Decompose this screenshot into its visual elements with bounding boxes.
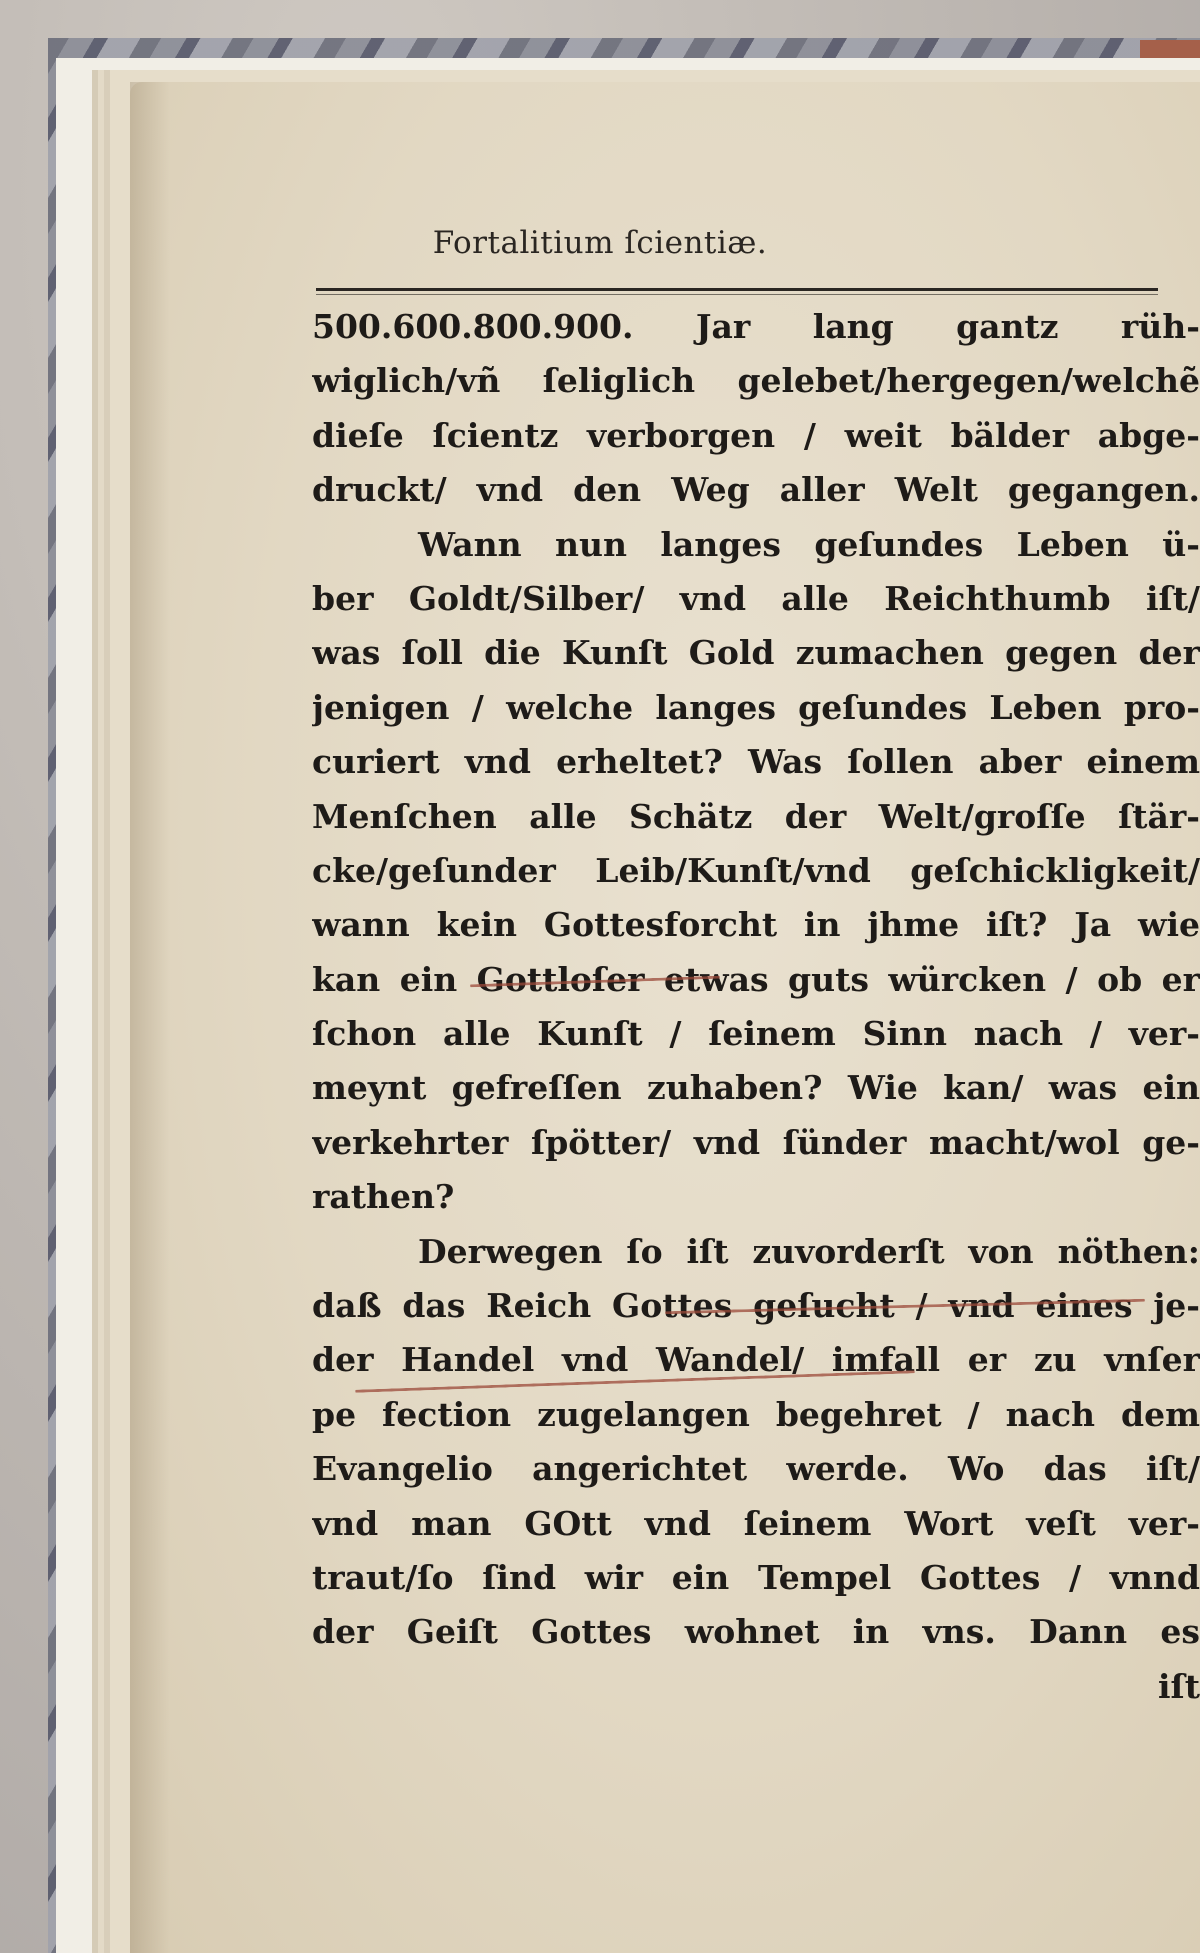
text-line: rathen? bbox=[312, 1177, 455, 1217]
text-line: iſt bbox=[1158, 1666, 1200, 1706]
text-line: vnd man GOtt vnd ſeinem Wort veſt ver- bbox=[312, 1503, 1200, 1543]
text-line: Wann nun langes geſundes Leben ü- bbox=[418, 524, 1200, 564]
text-line: dieſe ſcientz verborgen / weit bälder abge- bbox=[312, 415, 1200, 455]
text-line: der Geiſt Gottes wohnet in vns. Dann es bbox=[312, 1612, 1200, 1652]
text-line: curiert vnd erheltet? Was ſollen aber einem bbox=[312, 742, 1200, 782]
text-line: daß das Reich Gottes geſucht / vnd eines je- bbox=[312, 1286, 1200, 1326]
text-line: Derwegen ſo iſt zuvorderſt von nöthen: bbox=[418, 1231, 1200, 1271]
text-line: wiglich/vñ ſeliglich gelebet/hergegen/welchẽ bbox=[312, 361, 1200, 401]
text-line: cke/geſunder Leib/Kunſt/vnd geſchickligkeit/ bbox=[312, 850, 1200, 890]
text-line: meynt gefreſſen zuhaben? Wie kan/ was ein bbox=[312, 1068, 1200, 1108]
text-line: der Handel vnd Wandel/ imfall er zu vnſer bbox=[312, 1340, 1200, 1380]
text-line: traut/ſo ſind wir ein Tempel Gottes / vnnd bbox=[312, 1557, 1200, 1597]
header-rule bbox=[316, 288, 1158, 291]
text-line: verkehrter ſpötter/ vnd ſünder macht/wol ge- bbox=[312, 1122, 1200, 1162]
text-line: druckt/ vnd den Weg aller Welt gegangen. bbox=[312, 470, 1200, 510]
text-line: 500.600.800.900. Jar lang gantz rüh- bbox=[312, 307, 1200, 346]
text-line: pe fection zugelangen begehret / nach dem bbox=[312, 1394, 1200, 1434]
body-text bbox=[312, 300, 1200, 1900]
text-line: ber Goldt/Silber/ vnd alle Reichthumb iſt/ bbox=[312, 578, 1200, 618]
text-line: Menſchen alle Schätz der Welt/groſſe ſtär- bbox=[312, 796, 1200, 836]
text-line: Evangelio angerichtet werde. Wo das iſt/ bbox=[312, 1449, 1200, 1489]
running-head: Fortalitium ſcientiæ. bbox=[432, 225, 768, 261]
text-line: ſchon alle Kunſt / ſeinem Sinn nach / ver- bbox=[312, 1014, 1200, 1054]
text-line: kan ein Gottloſer etwas guts würcken / ob er bbox=[312, 959, 1200, 999]
text-line: wann kein Gottesforcht in jhme iſt? Ja wie bbox=[312, 905, 1200, 945]
text-line: jenigen / welche langes geſundes Leben pro- bbox=[312, 687, 1200, 727]
text-line: was ſoll die Kunſt Gold zumachen gegen der bbox=[312, 633, 1200, 673]
